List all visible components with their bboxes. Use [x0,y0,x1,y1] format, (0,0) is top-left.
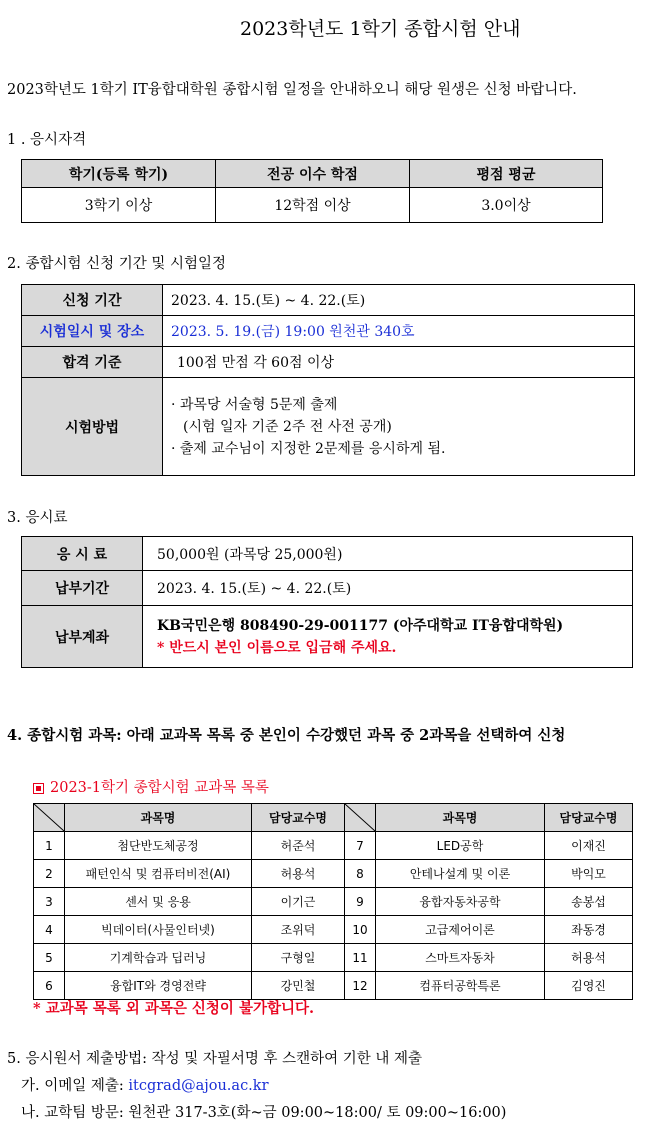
fee-label-period: 납부기간 [22,571,143,606]
course-list-title [33,776,269,797]
course-name-right: LED공학 [376,832,545,860]
course-name-left: 패턴인식 및 컴퓨터비전(AI) [65,860,252,888]
fee-table [21,536,633,668]
diagonal-line-icon [34,804,64,831]
section3-heading: 3. 응시료 [7,510,68,526]
eligibility-header-semester: 학기(등록 학기) [22,160,216,188]
course-row [34,944,633,972]
course-no-right: 8 [345,860,376,888]
course-prof-left: 구형일 [252,944,345,972]
schedule-label-method: 시험방법 [22,378,163,476]
course-no-right: 10 [345,916,376,944]
course-prof-right: 송봉섭 [545,888,633,916]
section1-heading: 1 . 응시자격 [7,132,87,148]
email-label: 가. 이메일 제출: [21,1078,129,1094]
course-name-right: 스마트자동차 [376,944,545,972]
section4-heading: 4. 종합시험 과목: 아래 교과목 목록 중 본인이 수강했던 과목 중 2과목을 선택하여 신청 [7,727,566,744]
diagonal-line-icon [345,804,375,831]
course-name-right: 융합자동차공학 [376,888,545,916]
course-prof-left: 허용석 [252,860,345,888]
course-no-left: 6 [34,972,65,1000]
course-name-right: 컴퓨터공학특론 [376,972,545,1000]
schedule-value-pass: 100점 만점 각 60점 이상 [163,347,635,378]
course-no-left: 2 [34,860,65,888]
course-prof-right: 김영진 [545,972,633,1000]
method-line-3: · 출제 교수님이 지정한 2문제를 응시하게 됨. [171,440,446,457]
eligibility-header-credits: 전공 이수 학점 [216,160,410,188]
account-note: * 반드시 본인 이름으로 입금해 주세요. [157,639,397,656]
eligibility-header-gpa: 평점 평균 [410,160,603,188]
schedule-label-pass: 합격 기준 [22,347,163,378]
course-prof-right: 허용석 [545,944,633,972]
fee-value-amount: 50,000원 (과목당 25,000원) [143,537,633,571]
schedule-value-method [163,378,635,476]
fee-value-account [143,606,633,668]
schedule-table [21,284,635,476]
fee-value-period: 2023. 4. 15.(토) ~ 4. 22.(토) [143,571,633,606]
course-prof-left: 허준석 [252,832,345,860]
course-header-left: 과목명 [65,804,252,832]
email-address[interactable]: itcgrad@ajou.ac.kr [128,1078,269,1094]
course-prof-right: 박익모 [545,860,633,888]
prof-header-left: 담당교수명 [252,804,345,832]
course-name-left: 첨단반도체공정 [65,832,252,860]
page-title: 2023학년도 1학기 종합시험 안내 [240,18,521,40]
schedule-value-apply: 2023. 4. 15.(토) ~ 4. 22.(토) [163,285,635,316]
course-prof-right: 이재진 [545,832,633,860]
eligibility-value-gpa: 3.0이상 [410,188,603,223]
course-prof-left: 이기근 [252,888,345,916]
course-name-right: 안테나설계 및 이론 [376,860,545,888]
fee-label-amount: 응 시 료 [22,537,143,571]
course-prof-left: 조위덕 [252,916,345,944]
schedule-label-exam: 시험일시 및 장소 [22,316,163,347]
course-no-left: 4 [34,916,65,944]
account-number: KB국민은행 808490-29-001177 (아주대학교 IT융합대학원) [157,617,564,634]
square-bullet-icon [33,783,44,794]
course-row [34,832,633,860]
schedule-label-apply: 신청 기간 [22,285,163,316]
visit-line: 나. 교학팀 방문: 원천관 317-3호(화~금 09:00~18:00/ 토 09:00~16:00) [21,1105,507,1121]
course-row [34,888,633,916]
course-name-left: 융합IT와 경영전략 [65,972,252,1000]
course-table [33,803,633,1000]
section5-heading: 5. 응시원서 제출방법: 작성 및 자필서명 후 스캔하여 기한 내 제출 [7,1051,422,1067]
schedule-value-exam: 2023. 5. 19.(금) 19:00 원천관 340호 [163,316,635,347]
course-row [34,860,633,888]
method-line-1: · 과목당 서술형 5문제 출제 [171,396,338,413]
course-header-right: 과목명 [376,804,545,832]
course-prof-left: 강민철 [252,972,345,1000]
course-no-right: 7 [345,832,376,860]
course-table-corner-left [34,804,65,832]
course-no-right: 11 [345,944,376,972]
course-no-right: 9 [345,888,376,916]
email-line [21,1074,269,1095]
course-note: * 교과목 목록 외 과목은 신청이 불가합니다. [33,1000,315,1017]
course-prof-right: 좌동경 [545,916,633,944]
section2-heading: 2. 종합시험 신청 기간 및 시험일정 [7,256,226,272]
eligibility-table [21,159,603,223]
method-line-2: (시험 일자 기준 2주 전 사전 공개) [183,418,392,435]
course-table-corner-right [345,804,376,832]
course-name-left: 기계학습과 딥러닝 [65,944,252,972]
course-no-left: 3 [34,888,65,916]
course-list-title-text: 2023-1학기 종합시험 교과목 목록 [50,780,269,796]
course-row [34,972,633,1000]
prof-header-right: 담당교수명 [545,804,633,832]
course-no-left: 1 [34,832,65,860]
course-name-left: 빅데이터(사물인터넷) [65,916,252,944]
course-row [34,916,633,944]
intro-text: 2023학년도 1학기 IT융합대학원 종합시험 일정을 안내하오니 해당 원생은 신청 바랍니다. [7,82,577,98]
eligibility-value-semester: 3학기 이상 [22,188,216,223]
course-no-right: 12 [345,972,376,1000]
course-no-left: 5 [34,944,65,972]
course-name-right: 고급제어이론 [376,916,545,944]
eligibility-value-credits: 12학점 이상 [216,188,410,223]
fee-label-account: 납부계좌 [22,606,143,668]
course-name-left: 센서 및 응용 [65,888,252,916]
